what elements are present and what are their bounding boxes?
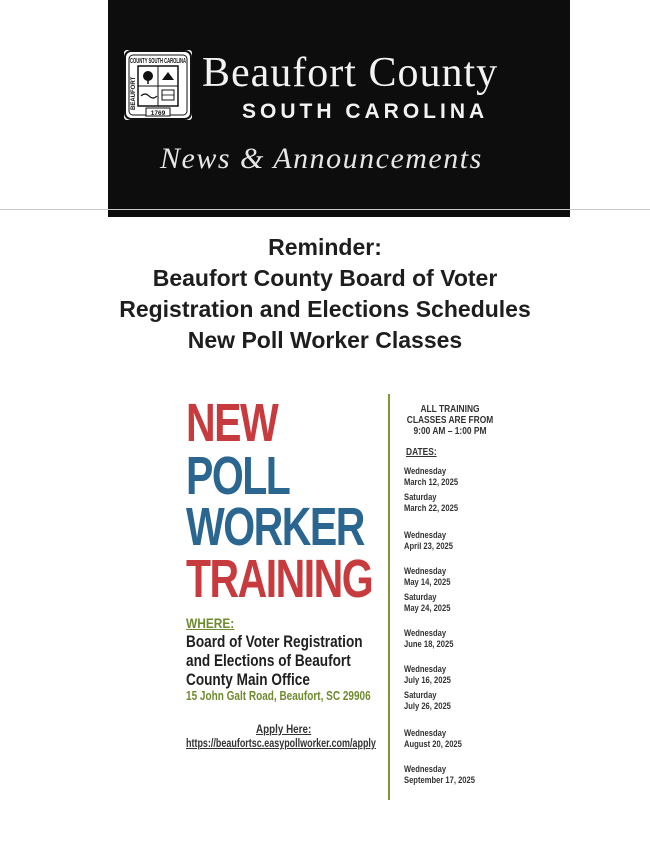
flyer-title-training: TRAINING xyxy=(186,549,373,609)
date-item xyxy=(404,628,453,650)
location-line: County Main Office xyxy=(186,670,310,689)
date-value: March 22, 2025 xyxy=(404,503,459,514)
date-value: September 17, 2025 xyxy=(404,775,475,786)
date-day: Wednesday xyxy=(404,728,447,739)
date-item xyxy=(404,466,458,488)
date-value: April 23, 2025 xyxy=(404,541,454,552)
headline-line: Beaufort County Board of Voter xyxy=(152,265,498,291)
hours-line: ALL TRAINING xyxy=(420,403,480,415)
county-name: Beaufort County xyxy=(202,50,499,96)
headline-line: Registration and Elections Schedules xyxy=(119,296,531,322)
hours-line: CLASSES ARE FROM xyxy=(406,414,494,426)
location-line: Board of Voter Registration xyxy=(186,632,363,651)
date-day: Saturday xyxy=(404,592,437,603)
divider xyxy=(0,209,650,210)
date-day: Wednesday xyxy=(404,466,447,477)
date-item xyxy=(404,664,451,686)
date-item xyxy=(404,530,453,552)
county-seal-logo xyxy=(124,50,192,120)
date-item xyxy=(404,764,475,786)
headline-line: New Poll Worker Classes xyxy=(187,327,463,353)
date-day: Wednesday xyxy=(404,628,447,639)
date-day: Saturday xyxy=(404,690,437,701)
date-item xyxy=(404,728,462,750)
location-name xyxy=(186,632,394,689)
seal-top-text: COUNTY SOUTH CAROLINA xyxy=(130,58,186,65)
apply-link[interactable]: https://beaufortsc.easypollworker.com/apply xyxy=(186,738,376,750)
flyer-title-new: NEW xyxy=(186,393,278,453)
hours-line: 9:00 AM – 1:00 PM xyxy=(413,425,487,437)
date-value: May 24, 2025 xyxy=(404,603,451,614)
date-item xyxy=(404,566,450,588)
date-item xyxy=(404,592,450,614)
date-day: Wednesday xyxy=(404,664,447,675)
seal-year: 1769 xyxy=(150,110,166,117)
date-day: Saturday xyxy=(404,492,437,503)
page-headline xyxy=(60,232,590,356)
flyer-title-poll: POLL xyxy=(186,446,290,506)
date-value: June 18, 2025 xyxy=(404,639,454,650)
apply-label: Apply Here: xyxy=(256,722,312,736)
date-item xyxy=(404,492,458,514)
dates-label: DATES: xyxy=(406,446,437,458)
date-day: Wednesday xyxy=(404,764,447,775)
training-hours xyxy=(406,404,494,437)
date-value: May 14, 2025 xyxy=(404,577,451,588)
date-value: March 12, 2025 xyxy=(404,477,459,488)
location-line: and Elections of Beaufort xyxy=(186,651,351,670)
location-address: 15 John Galt Road, Beaufort, SC 29906 xyxy=(186,688,371,703)
date-item xyxy=(404,690,451,712)
where-label: WHERE: xyxy=(186,615,235,631)
seal-left-text: BEAUFORT xyxy=(131,76,137,110)
date-day: Wednesday xyxy=(404,566,447,577)
date-day: Wednesday xyxy=(404,530,447,541)
headline-line: Reminder: xyxy=(268,234,382,260)
date-value: July 26, 2025 xyxy=(404,701,451,712)
section-title: News & Announcements xyxy=(160,142,483,175)
date-value: July 16, 2025 xyxy=(404,675,451,686)
schedule-divider xyxy=(388,394,390,800)
flyer-title-worker: WORKER xyxy=(186,497,364,557)
date-value: August 20, 2025 xyxy=(404,739,462,750)
state-name: SOUTH CAROLINA xyxy=(242,100,489,123)
